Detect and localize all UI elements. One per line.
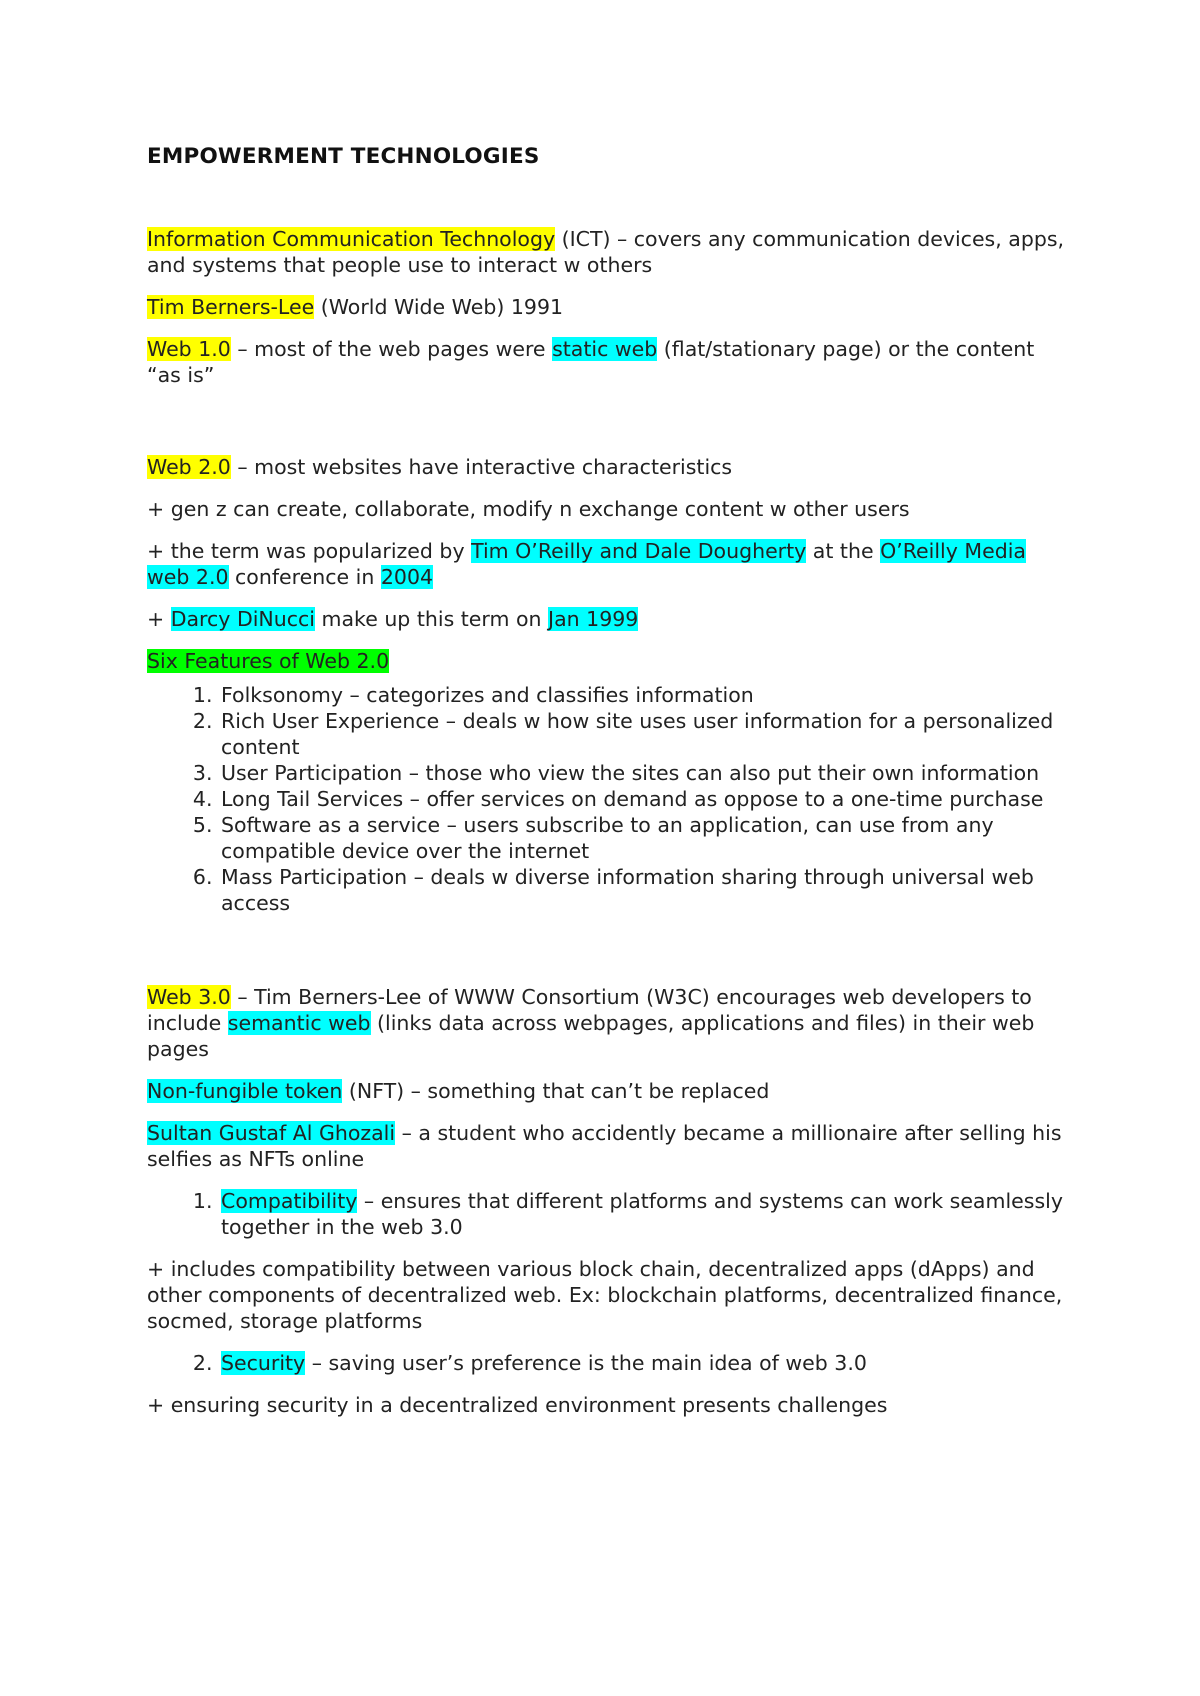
text-span: + — [147, 607, 171, 631]
compatibility-list — [147, 1188, 1072, 1240]
list-item: 4. Long Tail Services – offer services on demand as oppose to a one-time purchase — [219, 786, 1072, 812]
web3-term: Web 3.0 — [147, 985, 231, 1009]
web2-term: Web 2.0 — [147, 455, 231, 479]
web3-mid: – Tim Berners-Lee of WWW Consortium (W3C) encourages web developers to include — [147, 985, 1032, 1035]
compatibility-text: – ensures that different platforms and systems can work seamlessly together in the web 3.0 — [221, 1189, 1063, 1239]
list-item — [219, 1188, 1072, 1240]
ict-paragraph — [147, 226, 1072, 278]
text-span: make up this term on — [315, 607, 549, 631]
tbl-text: (World Wide Web) 1991 — [314, 295, 564, 319]
web2-bullet-dinucci — [147, 606, 1072, 632]
nft-text: (NFT) – something that can’t be replaced — [342, 1079, 770, 1103]
sultan-paragraph — [147, 1120, 1072, 1172]
features-heading: Six Features of Web 2.0 — [147, 649, 390, 673]
jan-1999-term: Jan 1999 — [548, 607, 639, 631]
features-heading-paragraph — [147, 648, 1072, 674]
document-body — [147, 144, 1072, 1434]
nft-paragraph — [147, 1078, 1072, 1104]
tbl-term: Tim Berners-Lee — [147, 295, 315, 319]
spacer — [147, 404, 1072, 454]
tbl-paragraph — [147, 294, 1072, 320]
list-item: 2. Rich User Experience – deals w how site uses user information for a personalized content — [219, 708, 1072, 760]
web2-paragraph — [147, 454, 1072, 480]
oreilly-dougherty-term: Tim O’Reilly and Dale Dougherty — [471, 539, 807, 563]
list-item: 6. Mass Participation – deals w diverse information sharing through universal web access — [219, 864, 1072, 916]
dinucci-term: Darcy DiNucci — [170, 607, 315, 631]
web1-text: (flat/stationary page) or the content “as is” — [147, 337, 1035, 387]
spacer — [147, 932, 1072, 984]
ict-text: (ICT) – covers any communication devices, apps, and systems that people use to interact w others — [147, 227, 1065, 277]
list-item: 3. User Participation – those who view the sites can also put their own information — [219, 760, 1072, 786]
compatibility-note: + includes compatibility between various block chain, decentralized apps (dApps) and other components of decentralized web. Ex: blockchain platforms, decentralized finance, socmed, storage platforms — [147, 1257, 1063, 1333]
web1-paragraph — [147, 336, 1072, 388]
text-span: conference in — [228, 565, 381, 589]
text-span: + the term was popularized by — [147, 539, 472, 563]
static-web-term: static web — [552, 337, 658, 361]
security-text: – saving user’s preference is the main idea of web 3.0 — [305, 1351, 867, 1375]
security-term: Security — [221, 1351, 306, 1375]
list-item: 5. Software as a service – users subscribe to an application, can use from any compatible device over the internet — [219, 812, 1072, 864]
web2-bullet-genz: + gen z can create, collaborate, modify n exchange content w other users — [147, 497, 910, 521]
text-span: at the — [806, 539, 881, 563]
web3-paragraph — [147, 984, 1072, 1062]
page-title: EMPOWERMENT TECHNOLOGIES — [147, 144, 540, 169]
security-list — [147, 1350, 1072, 1376]
sultan-text: – a student who accidently became a millionaire after selling his selfies as NFTs online — [147, 1121, 1062, 1171]
web3-text: (links data across webpages, applications and files) in their web pages — [147, 1011, 1035, 1061]
semantic-web-term: semantic web — [227, 1011, 371, 1035]
compatibility-term: Compatibility — [221, 1189, 358, 1213]
oreilly-conference-term: O’Reilly Media web 2.0 — [147, 539, 1026, 589]
web1-term: Web 1.0 — [147, 337, 231, 361]
features-list — [147, 682, 1072, 916]
ict-term: Information Communication Technology — [147, 227, 556, 251]
nft-term: Non-fungible token — [147, 1079, 343, 1103]
list-item — [219, 1350, 1072, 1376]
web2-text: – most websites have interactive characteristics — [230, 455, 733, 479]
web1-mid: – most of the web pages were — [230, 337, 553, 361]
sultan-term: Sultan Gustaf Al Ghozali — [147, 1121, 396, 1145]
list-item: 1. Folksonomy – categorizes and classifies information — [219, 682, 1072, 708]
security-note: + ensuring security in a decentralized environment presents challenges — [147, 1393, 888, 1417]
web2-bullet-popularized — [147, 538, 1072, 590]
year-2004-term: 2004 — [380, 565, 434, 589]
